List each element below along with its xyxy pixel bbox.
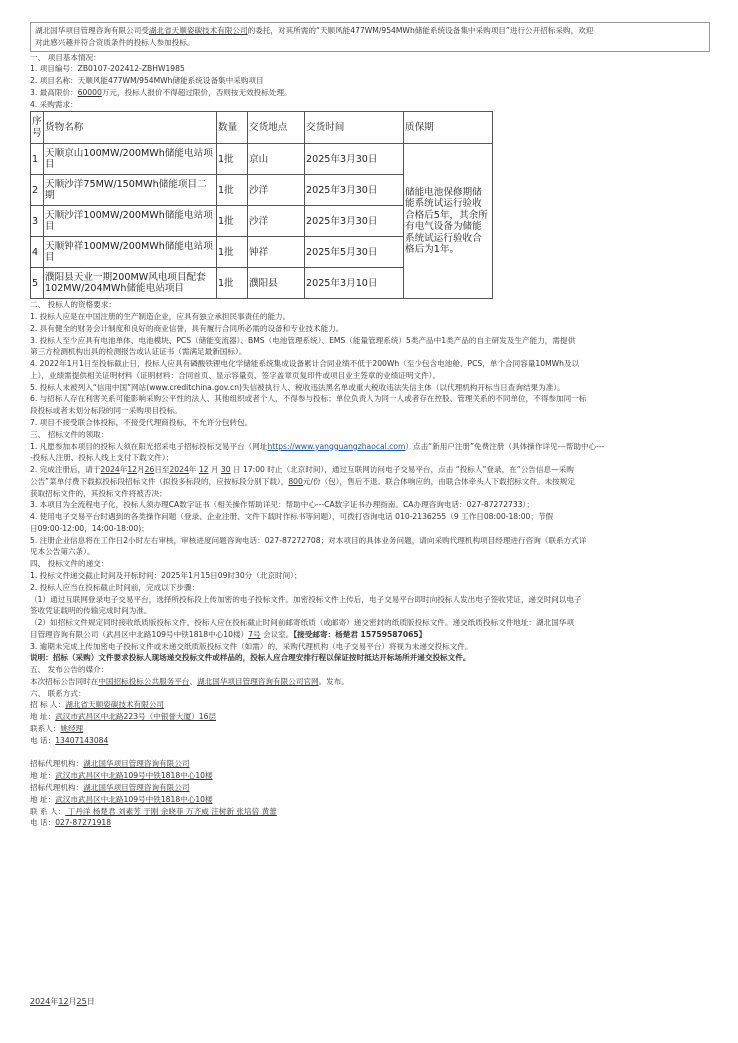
section-4 — [30, 558, 710, 664]
cell-no: 3 — [31, 206, 44, 237]
cell-place: 钟祥 — [248, 237, 305, 268]
obtain-text: 元/份（包），售后不退。联合体响应的，由联合体牵头人下载招标文件。未按规定 — [302, 476, 575, 486]
obtain-2: 2. 完成注册后，请于2024年12月26日至2024年 12 月 30 日 17:00 时止（北京时间），通过互联网访问电子交易平台，点击 “投标人”登录，在“公告信息—采购 — [30, 465, 574, 475]
address-value: 武汉市武昌区中北路109号中铁1818中心10楼 — [55, 794, 213, 804]
agent-contact-row — [30, 806, 710, 818]
max-price — [30, 87, 710, 99]
obtain-4: 4. 使用电子交易平台时遇到的各类操作问题（登录、企业注册、文件下载时作标书等问题），可拨打咨询电话 010-2136255（9 工作日08:00-18:00；节假 — [30, 512, 554, 522]
agency-website-link[interactable]: 湖北国华项目管理咨询有限公司官网 — [197, 676, 319, 686]
submission-step-1-cont: 签收凭证载明的传输完成时间为准。 — [30, 606, 152, 616]
cell-warranty: 储能电池保修期储能系统试运行验收合格后5年，其余所有电气设备为储能系统试运行验收合格后为1年。 — [404, 144, 493, 299]
agent-label: 招标代理机构： — [30, 782, 84, 792]
agent-row-2 — [30, 782, 710, 794]
max-price-label: 3. 最高限价： — [30, 87, 78, 97]
obtain-text: 1. 凡愿参加本项目的投标人须在阳光招采电子招标投标交易平台（网址 — [30, 441, 268, 451]
submission-step-2: （2）如招标文件规定同时接收纸质版投标文件，投标人应在投标截止时间前邮寄纸质（或邮寄）递交密封的纸质版投标文件。递交纸质投标文件地址：湖北国华项 — [30, 618, 574, 628]
cell-name: 天顺沙洋100MW/200MWh储能电站项目 — [44, 206, 217, 237]
agent-label: 招标代理机构： — [30, 759, 84, 769]
header-warranty: 质保期 — [404, 112, 493, 144]
client-name-link[interactable]: 湖北省天顺姿碳技术有限公司 — [148, 26, 248, 35]
max-price-value: 60000 — [77, 87, 102, 97]
end-day: 30 — [220, 465, 231, 475]
contact-label: 联 系 人： — [30, 806, 66, 816]
agent-phone-row — [30, 817, 710, 829]
publish-year: 2024 — [30, 997, 51, 1006]
section-heading: 二、 投标人的资格要求： — [30, 300, 116, 310]
obtain-2-cont — [30, 476, 710, 488]
cell-place: 京山 — [248, 144, 305, 175]
cell-name: 天顺钟祥100MW/200MWh储能电站项目 — [44, 237, 217, 268]
cell-name: 天顺沙洋75MW/150MWh储能项目二期 — [44, 175, 217, 206]
cell-time: 2025年3月10日 — [305, 268, 404, 299]
document-price: 800 — [288, 476, 303, 486]
address-value: 武汉市武昌区中北路223号（中银誉大厦）16层 — [55, 712, 217, 722]
cell-time: 2025年5月30日 — [305, 237, 404, 268]
section-5 — [30, 664, 710, 688]
cell-no: 5 — [31, 268, 44, 299]
bidder-phone-row — [30, 735, 710, 747]
public-service-platform-link[interactable]: 中国招标投标公共服务平台 — [98, 676, 190, 686]
submission-step-2-cont — [30, 629, 710, 641]
qualification-5: 5. 投标人未被列入“信用中国”网站(www.creditchina.gov.cn)失信被执行人、税收违法黑名单或重大税收违法失信主体（以代理机构开标当日查询结果为准）。 — [30, 382, 565, 392]
qualification-2: 2. 具有健全的财务会计制度和良好的商业信誉，具有履行合同所必需的设备和专业技术能力。 — [30, 323, 344, 333]
start-year: 2024 — [100, 465, 120, 475]
cell-qty: 1批 — [217, 237, 248, 268]
address-label: 地 址： — [30, 771, 56, 781]
start-day: 26 — [144, 465, 155, 475]
section-heading: 一、 项目基本情况： — [30, 52, 101, 62]
intro-text: 的委托，对其所需的“天顺风能477WM/954MWh储能系统设备集中采购项目”进行公开招标采购，欢迎 — [247, 26, 594, 35]
obtain-2-end: 获取招标文件的，其投标文件将被否决； — [30, 488, 167, 498]
max-price-note: 万元，投标人报价不得超过限价，否则按无效投标处理。 — [101, 87, 292, 97]
obtain-text: 公告”菜单付费下载拟投标段招标文件（拟投多标段的，应按标段分别下载）， — [30, 476, 289, 486]
header-place: 交货地点 — [248, 112, 305, 144]
end-month: 12 — [198, 465, 209, 475]
phone-label: 电 话： — [30, 818, 56, 828]
cell-time: 2025年3月30日 — [305, 206, 404, 237]
cell-qty: 1批 — [217, 144, 248, 175]
contact-value: 姚经理 — [60, 723, 84, 733]
cell-no: 1 — [31, 144, 44, 175]
announcement-body — [30, 22, 710, 829]
cell-name: 天顺京山100MW/200MWh储能电站项目 — [44, 144, 217, 175]
obtain-5-cont: 见本公告第六条）。 — [30, 547, 95, 557]
project-name: 2. 项目名称：天顺风能477WM/954MWh储能系统设备集中采购项目 — [30, 76, 264, 86]
cell-no: 2 — [31, 175, 44, 206]
media-line — [30, 676, 710, 688]
cell-qty: 1批 — [217, 175, 248, 206]
qualification-6: 6. 与招标人存在利害关系可能影响采购公平性的法人、其他组织或者个人，不得参与投标；单位负责人为同一人或者存在控股、管理关系的不同单位，不得参加同一标 — [30, 394, 587, 404]
address-value: 武汉市武昌区中北路109号中铁1818中心10楼 — [55, 771, 213, 781]
procurement-table — [30, 111, 493, 299]
address-label: 地 址： — [30, 712, 56, 722]
section-heading: 六、 联系方式： — [30, 688, 86, 698]
cell-qty: 1批 — [217, 268, 248, 299]
publish-month: 12 — [58, 997, 69, 1006]
phone-label: 电 话： — [30, 735, 56, 745]
publish-day: 25 — [76, 997, 87, 1006]
cell-place: 沙洋 — [248, 206, 305, 237]
end-year: 2024 — [169, 465, 189, 475]
submission-1: 1. 投标文件递交截止时间及开标时间：2025年1月15日09时30分（北京时间）； — [30, 570, 302, 580]
qualification-7: 7. 项目不接受联合体投标，不接受代理商投标，不允许分包转包。 — [30, 418, 253, 428]
media-text: 。发布。 — [318, 676, 349, 686]
intro-text: 湖北国华项目管理咨询有限公司受 — [35, 26, 149, 35]
intro-line-1 — [35, 25, 705, 37]
intro-line-2: 对此感兴趣并符合资质条件的投标人参加投标。 — [35, 37, 195, 47]
qualification-4-cont: 上），业绩需提供相关证明材料（证明材料：合同首页、显示容量页、签字盖章页复印件或项目业主签章的业绩证明文件）。 — [30, 370, 441, 380]
obtain-1-cont: -投标人注册、投标人线上支付下载文件）； — [30, 453, 174, 463]
section-heading: 三、 招标文件的领取： — [30, 429, 109, 439]
section-6 — [30, 688, 710, 829]
submission-2: 2. 投标人应当在投标截止时间前，完成以下步骤： — [30, 582, 200, 592]
submission-step-1: （1）通过互联网登录电子交易平台，选择所投标段上传加密的电子投标文件。加密投标文件上传后，电子交易平台即时向投标人发出电子签收凭证，递交时间以电子 — [30, 594, 582, 604]
bidder-contact-row — [30, 723, 710, 735]
bidder-row — [30, 699, 710, 711]
start-month: 12 — [127, 465, 138, 475]
obtain-4-cont: 日09:00-12:00，14:00-18:00)； — [30, 523, 149, 533]
submission-3: 3. 逾期未完成上传加密电子投标文件或未递交纸质版投标文件（如需）的，采购代理机构（电子交易平台）将视为未递交投标文件。 — [30, 641, 473, 651]
media-text: 本次招标公告同时在 — [30, 676, 99, 686]
qualification-6-cont: 段投标或者未划分标段的同一采购项目投标。 — [30, 406, 182, 416]
submission-text: 会议室。 — [260, 629, 294, 639]
agent-address-row-2 — [30, 794, 710, 806]
table-header-row — [31, 112, 493, 144]
section-2 — [30, 299, 710, 428]
bidder-value: 湖北省天顺姿碳技术有限公司 — [65, 700, 164, 710]
cell-qty: 1批 — [217, 206, 248, 237]
cell-time: 2025年3月30日 — [305, 175, 404, 206]
cell-no: 4 — [31, 237, 44, 268]
qualification-3-cont: 第三方检测机构出具的检测报告或认证证书（需满足最新国标）。 — [30, 347, 247, 357]
project-number: 1. 项目编号：ZB0107-202412-ZBHW1985 — [30, 64, 185, 74]
obtain-text: ）点击“新用户注册”免费注册（具体操作详见---帮助中心--- — [405, 441, 605, 451]
agent-value: 湖北国华项目管理咨询有限公司 — [83, 759, 190, 769]
header-time: 交货时间 — [305, 112, 404, 144]
agent-row — [30, 758, 710, 770]
spacer — [30, 746, 710, 758]
section-heading: 五、 发布公告的媒介： — [30, 665, 109, 675]
phone-value: 027-87271918 — [55, 818, 112, 828]
section-1 — [30, 52, 710, 111]
cell-place: 濮阳县 — [248, 268, 305, 299]
qualification-4: 4. 2022年1月1日至投标截止日，投标人应具有磷酸铁锂电化学储能系统集成设备累计合同业绩不低于200Wh（至少包含电池舱、PCS，单个合同容量10MWh及以 — [30, 359, 580, 369]
qualification-3: 3. 投标人至少应具有电池单体、电池模块、PCS（储能变流器）、BMS（电池管理系统）、EMS（能量管理系统）5类产品中1类产品的自主研发及生产能力，需提供 — [30, 335, 576, 345]
section-3 — [30, 429, 710, 558]
bidder-address-row — [30, 711, 710, 723]
header-qty: 数量 — [217, 112, 248, 144]
agent-address-row — [30, 770, 710, 782]
meeting-room: 7号 — [248, 629, 261, 639]
contact-value: 丁丹洋 杨楚君 刘素芳 于刚 余晓菲 万齐威 汪树新 张培倍 黄蕾 — [65, 806, 277, 816]
address-label: 地 址： — [30, 794, 56, 804]
mail-contact: 【接受邮寄：杨楚君 15759587065】 — [293, 629, 427, 639]
intro-block — [30, 22, 710, 52]
cell-time: 2025年3月30日 — [305, 144, 404, 175]
header-name: 货物名称 — [44, 112, 217, 144]
obtain-text: 日 17:00 时止（北京时间），通过互联网访问电子交易平台，点击 “投标人”登录，在“公告信息—采购 — [233, 465, 574, 475]
obtain-5: 5. 注册企业信息将在工作日2小时左右审核，审核进度问题咨询电话：027-87272708；对本项目的具体业务问题，请向采购代理机构项目经理进行咨询（联系方式详 — [30, 535, 587, 545]
cell-name: 濮阳县天业一期200MW风电项目配套102MW/204MWh储能电站项目 — [44, 268, 217, 299]
obtain-1 — [30, 441, 710, 453]
submission-text: 目管理咨询有限公司（武昌区中北路109号中铁1818中心10楼） — [30, 629, 249, 639]
header-no: 序号 — [31, 112, 44, 144]
phone-value: 13407143084 — [55, 735, 109, 745]
media-separator: 、 — [189, 676, 198, 686]
obtain-3: 3. 本项目为全流程电子化，投标人须办理CA数字证书（相关操作帮助详见：帮助中心---CA数字证书办理指南。CA办理咨询电话：027-87272733）； — [30, 500, 534, 510]
section-heading: 四、 投标文件的递交： — [30, 559, 109, 569]
obtain-text: 2. 完成注册后，请于 — [30, 465, 101, 475]
agent-value: 湖北国华项目管理咨询有限公司 — [83, 782, 190, 792]
table-row — [31, 144, 493, 175]
submission-note: 说明：招标（采购）文件要求投标人现场递交投标文件或样品的，投标人应合理安排行程以保证按时抵达开标场所并递交投标文件。 — [30, 653, 471, 663]
procurement-needs: 4. 采购需求： — [30, 99, 78, 109]
publish-date: 2024年12月25日 — [30, 997, 95, 1006]
cell-place: 沙洋 — [248, 175, 305, 206]
bidder-label: 招 标 人： — [30, 700, 66, 710]
contact-label: 联系人： — [30, 723, 61, 733]
platform-url-link[interactable]: https://www.yangguangzhaocai.com — [267, 441, 406, 451]
qualification-1: 1. 投标人应是在中国注册的生产制造企业，应具有独立承担民事责任的能力。 — [30, 312, 291, 322]
